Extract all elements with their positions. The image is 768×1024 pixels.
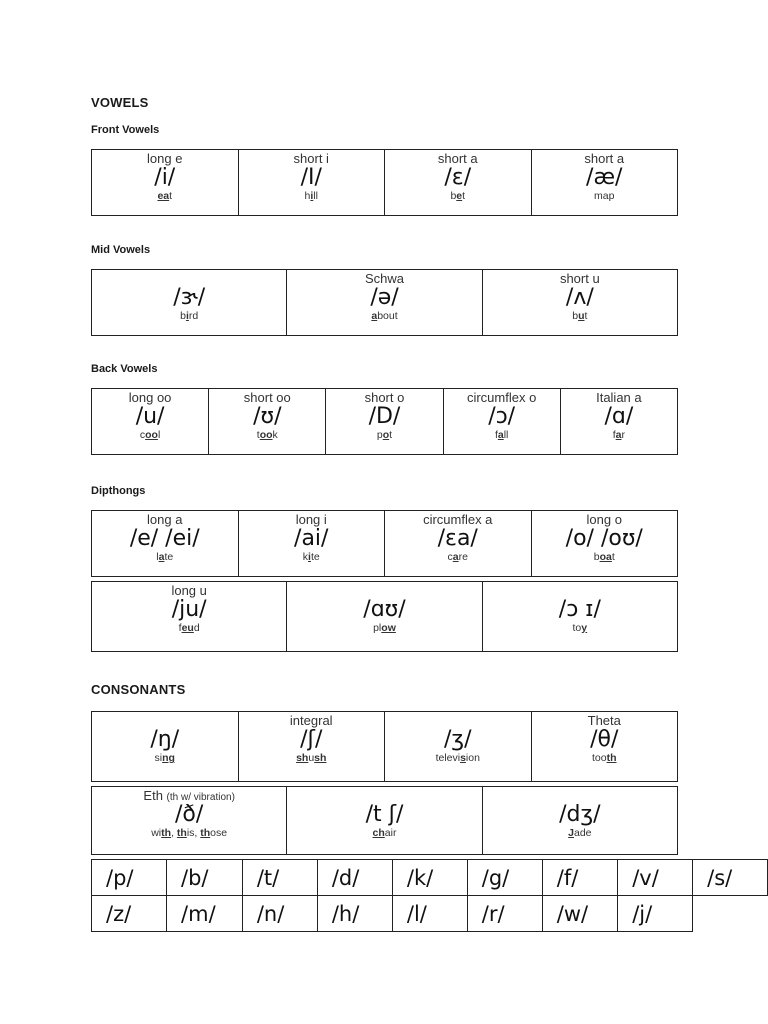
example-letters: televi <box>435 752 461 764</box>
sound-name: circumflex o <box>466 390 537 405</box>
example-letters: ll <box>313 190 318 202</box>
consonant-letter: /w/ <box>542 896 617 932</box>
consonant-letter: /b/ <box>167 860 243 896</box>
highlighted-letters: J <box>568 827 574 839</box>
highlighted-letters: ch <box>372 827 385 839</box>
ipa-symbol: /ð/ <box>175 802 204 827</box>
highlighted-letters: a <box>497 429 504 441</box>
dipthong-cell <box>531 511 678 577</box>
dipthongs-table-row2 <box>91 581 678 652</box>
example-letters: te <box>164 551 174 563</box>
sound-name <box>92 714 238 728</box>
consonant-letter: /g/ <box>467 860 542 896</box>
vowels-heading: VOWELS <box>91 95 149 110</box>
ipa-symbol: /o/ /oʊ/ <box>565 526 643 551</box>
dipthong-cell <box>287 582 482 652</box>
example-letters: l <box>157 429 161 441</box>
front-vowels-heading: Front Vowels <box>91 124 160 136</box>
consonant-letter: /p/ <box>92 860 167 896</box>
example-letters: ll <box>503 429 509 441</box>
sound-name: integral <box>289 713 333 728</box>
example-word <box>287 827 481 839</box>
example-letters: f <box>494 429 498 441</box>
ipa-symbol: /ɑʊ/ <box>363 597 406 622</box>
sound-name: circumflex a <box>423 512 493 527</box>
example-letters: map <box>594 190 615 202</box>
example-word <box>287 310 481 322</box>
consonant-letter: /f/ <box>542 860 617 896</box>
sound-name <box>287 584 481 598</box>
example-letters: t <box>169 190 173 202</box>
consonants-heading: CONSONANTS <box>91 682 186 697</box>
sound-name <box>385 714 531 728</box>
sound-name <box>92 789 286 803</box>
highlighted-letters: th <box>606 752 617 764</box>
highlighted-letters: ow <box>381 622 396 634</box>
ipa-symbol: /u/ <box>135 404 165 429</box>
back-vowel-cell <box>443 389 560 455</box>
dipthong-cell <box>92 511 239 577</box>
example-word <box>385 752 531 764</box>
example-letters: ion <box>465 752 480 764</box>
ipa-symbol: /ʌ/ <box>565 285 594 310</box>
highlighted-letters: oa <box>599 551 612 563</box>
highlighted-letters: oo <box>259 429 273 441</box>
example-letters: b <box>180 310 186 322</box>
dipthong-cell <box>482 582 677 652</box>
mid-vowel-cell <box>482 270 677 336</box>
example-letters: c <box>447 551 453 563</box>
consonant-letter: /t/ <box>242 860 317 896</box>
highlighted-letters: a <box>371 310 378 322</box>
consonant-letter: /l/ <box>392 896 467 932</box>
highlighted-letters: e <box>456 190 463 202</box>
example-letters: t <box>462 190 466 202</box>
example-word <box>92 827 286 839</box>
consonant-cell <box>92 787 287 855</box>
example-letters: pl <box>373 622 382 634</box>
highlighted-letters: th <box>161 827 172 839</box>
consonant-letter: /d/ <box>317 860 392 896</box>
consonant-letter: /s/ <box>693 860 768 896</box>
highlighted-letters: a <box>158 551 165 563</box>
example-letters: t <box>256 429 260 441</box>
consonant-cell <box>482 787 677 855</box>
consonant-cell <box>92 712 239 782</box>
dipthong-cell <box>92 582 287 652</box>
ipa-symbol: /θ/ <box>590 727 619 752</box>
example-word <box>385 190 531 202</box>
example-letters: re <box>458 551 468 563</box>
example-letters: k <box>302 551 309 563</box>
example-word <box>239 551 385 563</box>
example-letters: t <box>584 310 588 322</box>
sound-name <box>92 272 286 286</box>
ipa-symbol: /ɔ ɪ/ <box>558 597 601 622</box>
example-letters: bout <box>377 310 398 322</box>
consonant-letter: /k/ <box>392 860 467 896</box>
sound-name: long e <box>147 151 183 166</box>
ipa-symbol: /ju/ <box>171 597 207 622</box>
sound-name: short a <box>584 151 625 166</box>
consonant-letters-table <box>91 859 768 932</box>
mid-vowels-table <box>91 269 678 336</box>
ipa-symbol: /e/ /ei/ <box>129 526 200 551</box>
highlighted-letters: oo <box>145 429 158 441</box>
example-word <box>444 429 560 441</box>
consonant-cell <box>287 787 482 855</box>
consonant-letter: /m/ <box>167 896 243 932</box>
example-letters: u <box>308 752 315 764</box>
highlighted-letters: a <box>452 551 459 563</box>
mid-vowels-heading: Mid Vowels <box>91 244 151 256</box>
example-letters: b <box>450 190 457 202</box>
ipa-symbol: /ə/ <box>370 285 399 310</box>
mid-vowel-cell <box>92 270 287 336</box>
example-word <box>92 622 286 634</box>
consonants-table-row2 <box>91 786 678 855</box>
example-word <box>92 310 286 322</box>
consonant-letter: /h/ <box>317 896 392 932</box>
ipa-symbol: /ʃ/ <box>300 727 323 752</box>
example-word <box>483 827 677 839</box>
sound-name <box>483 789 677 803</box>
example-word <box>92 429 208 441</box>
ipa-symbol: /ŋ/ <box>150 727 180 752</box>
example-word <box>532 551 678 563</box>
example-word <box>385 551 531 563</box>
front-vowels-table <box>91 149 678 216</box>
ipa-symbol: /I/ <box>300 165 322 190</box>
ipa-symbol: /æ/ <box>586 165 623 190</box>
highlighted-letters: th <box>176 827 187 839</box>
example-letters: is, <box>186 827 201 839</box>
dipthongs-table-row1 <box>91 510 678 577</box>
example-letters: ose <box>210 827 228 839</box>
example-word <box>483 622 677 634</box>
back-vowel-cell <box>92 389 209 455</box>
back-vowel-cell <box>560 389 677 455</box>
example-letters: p <box>376 429 383 441</box>
sound-name: Italian a <box>596 390 642 405</box>
ipa-symbol: /i/ <box>154 165 176 190</box>
empty-cell <box>693 896 768 932</box>
front-vowel-cell <box>385 150 532 216</box>
sound-name: long oo <box>128 390 172 405</box>
example-word <box>92 551 238 563</box>
example-letters: d <box>193 622 200 634</box>
example-word <box>532 752 678 764</box>
highlighted-letters: y <box>581 622 588 634</box>
ipa-symbol: /ε/ <box>444 165 472 190</box>
mid-vowel-cell <box>287 270 482 336</box>
ipa-symbol: /D/ <box>368 404 401 429</box>
highlighted-letters: i <box>310 190 314 202</box>
highlighted-letters: eu <box>181 622 194 634</box>
example-letters: b <box>593 551 600 563</box>
highlighted-letters: sh <box>314 752 327 764</box>
ipa-symbol: /dʒ/ <box>559 802 601 827</box>
highlighted-letters: a <box>615 429 622 441</box>
consonant-cell <box>531 712 678 782</box>
example-letters: b <box>572 310 579 322</box>
example-letters: t <box>611 551 615 563</box>
consonant-letter: /r/ <box>467 896 542 932</box>
highlighted-letters: o <box>382 429 390 441</box>
example-letters: rd <box>188 310 199 322</box>
example-letters: , <box>171 827 177 839</box>
example-letters: h <box>304 190 311 202</box>
highlighted-letters: sh <box>296 752 309 764</box>
sound-name: short u <box>559 271 600 286</box>
back-vowels-heading: Back Vowels <box>91 363 158 375</box>
sound-name <box>483 584 677 598</box>
highlighted-letters: ng <box>162 752 175 764</box>
example-letters: te <box>310 551 320 563</box>
example-letters: to <box>572 622 582 634</box>
example-letters: c <box>139 429 146 441</box>
example-letters: f <box>178 622 182 634</box>
example-word <box>532 190 678 202</box>
example-word <box>326 429 442 441</box>
ipa-symbol: /ʊ/ <box>253 404 282 429</box>
example-letters: l <box>156 551 159 563</box>
example-letters: ade <box>573 827 592 839</box>
example-word <box>92 752 238 764</box>
eth-note: (th w/ vibration) <box>166 792 235 803</box>
sound-name: short a <box>437 151 478 166</box>
example-letters: wi <box>151 827 162 839</box>
highlighted-letters: ea <box>157 190 170 202</box>
sound-name: short o <box>364 390 405 405</box>
ipa-symbol: /ɝ/ <box>173 285 206 310</box>
highlighted-letters: i <box>185 310 189 322</box>
example-word <box>483 310 677 322</box>
sound-name: long a <box>147 512 183 527</box>
example-letters: f <box>612 429 616 441</box>
ipa-symbol: /ɔ/ <box>488 404 516 429</box>
sound-name: long u <box>171 583 207 598</box>
consonant-letter: /j/ <box>618 896 693 932</box>
example-letters: too <box>591 752 607 764</box>
sound-name: short oo <box>243 390 291 405</box>
back-vowels-table <box>91 388 678 455</box>
sound-name: Schwa <box>364 271 404 286</box>
sound-name: Theta <box>587 713 621 728</box>
highlighted-letters: i <box>308 551 311 563</box>
sound-name <box>287 789 481 803</box>
sound-name: long i <box>295 512 327 527</box>
highlighted-letters: s <box>460 752 466 764</box>
dipthong-cell <box>385 511 532 577</box>
front-vowel-cell <box>531 150 678 216</box>
example-word <box>287 622 481 634</box>
sound-name: short i <box>293 151 329 166</box>
consonants-table-row1 <box>91 711 678 782</box>
ipa-symbol: /t ʃ/ <box>365 802 404 827</box>
example-word <box>239 190 385 202</box>
front-vowel-cell <box>238 150 385 216</box>
consonant-cell <box>238 712 385 782</box>
example-letters: r <box>621 429 625 441</box>
example-word <box>209 429 325 441</box>
example-word <box>561 429 677 441</box>
ipa-symbol: /ɑ/ <box>604 404 634 429</box>
dipthong-cell <box>238 511 385 577</box>
example-letters: air <box>384 827 397 839</box>
ipa-symbol: /εa/ <box>437 526 478 551</box>
consonant-letter: /z/ <box>92 896 167 932</box>
example-letters: si <box>154 752 163 764</box>
consonant-cell <box>385 712 532 782</box>
front-vowel-cell <box>92 150 239 216</box>
highlighted-letters: th <box>200 827 211 839</box>
eth-label: Eth <box>143 788 163 803</box>
back-vowel-cell <box>326 389 443 455</box>
dipthongs-heading: Dipthongs <box>91 485 146 497</box>
example-word <box>92 190 238 202</box>
back-vowel-cell <box>209 389 326 455</box>
consonant-letter: /n/ <box>242 896 317 932</box>
ipa-symbol: /ʒ/ <box>443 727 472 752</box>
example-letters: k <box>272 429 278 441</box>
ipa-symbol: /ai/ <box>294 526 329 551</box>
example-letters: t <box>389 429 393 441</box>
example-word <box>239 752 385 764</box>
consonant-letter: /v/ <box>618 860 693 896</box>
sound-name: long o <box>586 512 622 527</box>
highlighted-letters: u <box>578 310 585 322</box>
